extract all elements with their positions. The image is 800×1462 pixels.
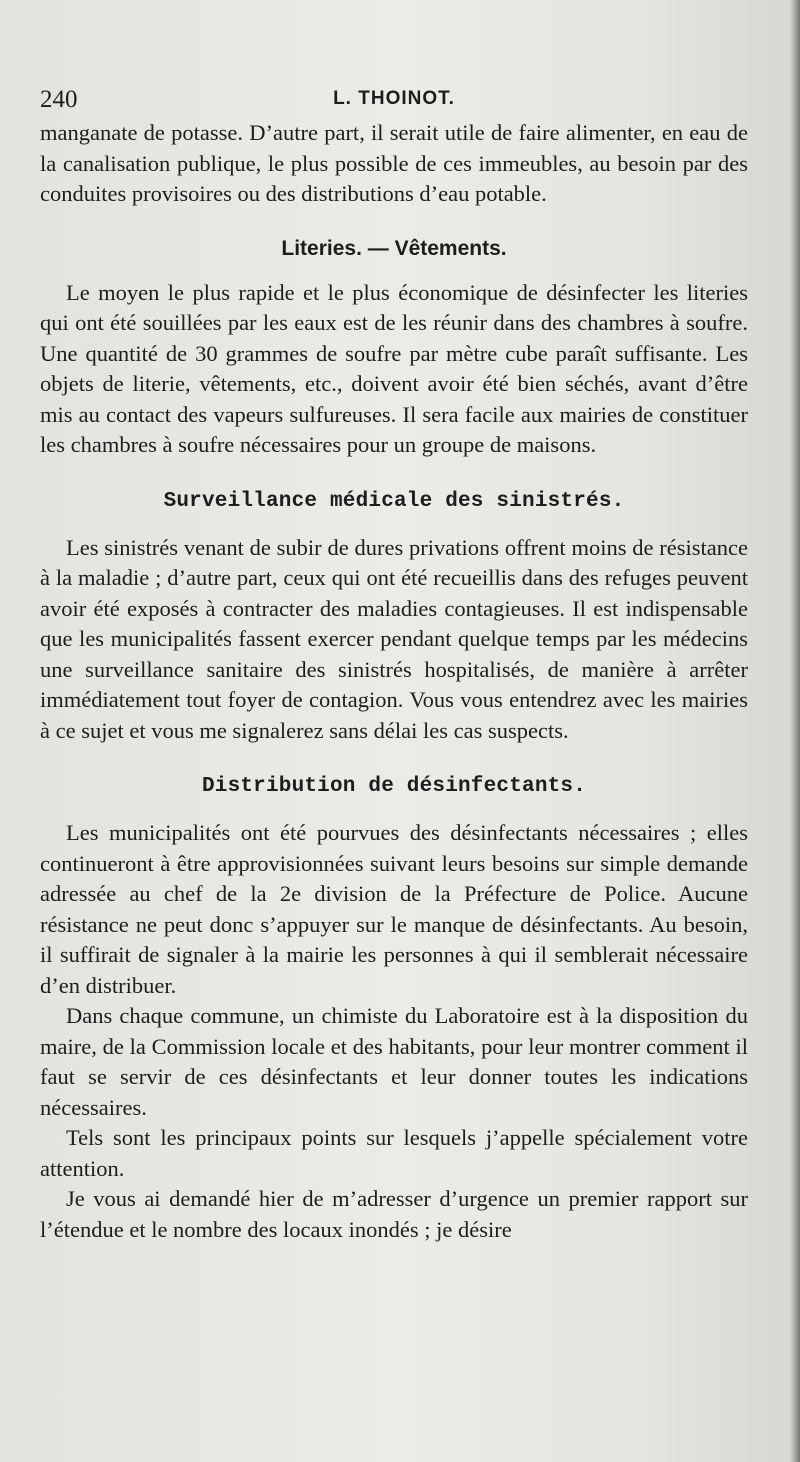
paragraph-rapport: Je vous ai demandé hier de m’adresser d’urgence un premier rapport sur l’étendue et le nombre des locaux inondés ; je désire: [40, 1186, 748, 1242]
page-body: [40, 118, 748, 1245]
paragraph-chimiste: Dans chaque commune, un chimiste du Laboratoire est à la disposition du maire, de la Commission locale et des habitants, pour leur montrer comment il faut se servir de ces désinfectants et leur donner toutes les indications nécessaires.: [40, 1003, 748, 1120]
page-number: 240: [40, 86, 78, 113]
paragraph-intro: manganate de potasse. D’autre part, il serait utile de faire alimenter, en eau de la canalisation publique, le plus possible de ces immeubles, au besoin par des conduites provisoires ou des distributions d’eau potable.: [40, 120, 748, 206]
paragraph-literies: Le moyen le plus rapide et le plus économique de désinfecter les literies qui ont été souillées par les eaux est de les réunir dans des chambres à soufre. Une quantité de 30 grammes de soufre par mètre cube paraît suffisante. Les objets de literie, vêtements, etc., doivent avoir été bien séchés, avant d’être mis au contact des vapeurs sulfureuses. Il sera facile aux mairies de constituer les chambres à soufre nécessaires pour un groupe de maisons.: [40, 279, 748, 457]
page-header: [40, 78, 748, 118]
paragraph-distribution: Les municipalités ont été pourvues des désinfectants nécessaires ; elles continueront à être approvisionnées suivant leurs besoins sur simple demande adressée au chef de la 2e division de la Préfecture de Police. Aucune résistance ne peut donc s’appuyer sur le manque de désinfectants. Au besoin, il suffirait de signaler à la mairie les personnes à qui il semblerait nécessaire d’en distribuer.: [40, 820, 748, 998]
paragraph-attention: Tels sont les principaux points sur lesquels j’appelle spécialement votre attention.: [40, 1125, 748, 1181]
paragraph-surveillance: Les sinistrés venant de subir de dures privations offrent moins de résistance à la maladie ; d’autre part, ceux qui ont été recueillis dans des refuges peuvent avoir été exposés à contracter des maladies contagieuses. Il est indispensable que les municipalités fassent exercer pendant quelque temps par les médecins une surveillance sanitaire des sinistrés hospitalisés, de manière à arrêter immédiatement tout foyer de contagion. Vous vous entendrez avec les mairies à ce sujet et vous me signalerez sans délai les cas suspects.: [40, 534, 748, 743]
section-heading-literies: Literies. — Vêtements.: [281, 236, 507, 260]
page-spine-shadow: [790, 0, 800, 1462]
running-head: L. THOINOT.: [333, 88, 455, 109]
section-heading-distribution: Distribution de désinfectants.: [201, 775, 587, 798]
section-heading-surveillance: Surveillance médicale des sinistrés.: [163, 489, 625, 513]
